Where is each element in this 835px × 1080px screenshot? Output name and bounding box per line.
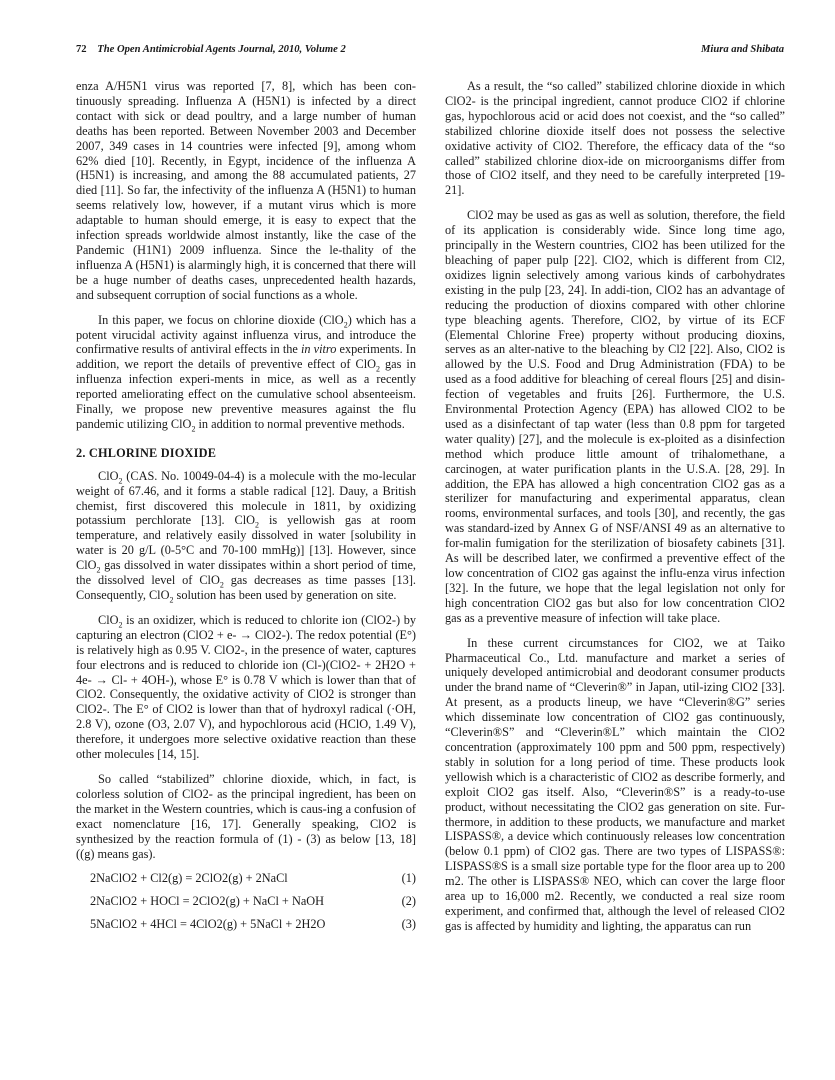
paragraph-so-called: As a result, the “so called” stabilized chlorine dioxide in which ClO2- is the principal ingredient, cannot produce ClO2 if chlorine gas, hypochlorous acid or acid does not coexist, and the “so called” stabilized chlorine dioxide itself does not possess the selective oxidative activity of ClO2. Therefore, the efficacy data of the “so called” stabilized chlorine diox-ide on microorganisms differ from those of ClO2 itself, and they need to be carefully interpreted [19-21]. [445,79,785,198]
paragraph-applications: ClO2 may be used as gas as well as solution, therefore, the field of its application is considerably wide. Since long time ago, principally in the Western countries, ClO2 has been utilized for the bleaching of paper pulp [22]. ClO2, which is different from Cl2, oxidizes lignin selectively among various kinds of carbohydrates existing in the pulp [23, 24]. In addi-tion, ClO2 has an advantage of reducing the production of dioxins compared with other chlorine type bleaching agents. Therefore, ClO2, by virtue of its ECF (Elemental Chlorine Free) property without producing dioxins, serves as an alter-native to the bleaching by Cl2 [22]. Also, ClO2 is allowed by the U.S. Food and Drug Administration (FDA) to be used as a food additive for bleaching of cereal flours [25] and disin-fection of vegetables and fruits [26]. Furthermore, the U.S. Environmental Protection Agency (EPA) has allowed ClO2 to be used as a disinfectant of tap water (less than 0.8 ppm for targeted water quality) [27], and the molecule is ex-ploited as a disinfection method which produce little amount of trihalomethane, a carcinogen, at water purification plants in the U.S.A. [28, 29]. In addition, the EPA has allowed a high concentration ClO2 gas as a sterilizer for manufacturing and experimental apparatus, clean rooms, environmental surfaces, and tools [30], and recently, the gas was standard-ized by Annex G of NSF/ANSI 49 as an alternative to for-malin fumigation for the sterilization of biosafety cabinets [31]. As will be described later, we confirmed a preventive effect of the low concentration of ClO2 gas against the influ-enza virus infection [32]. In the future, we hope that the legal legislation not only for high concentration ClO2 gas but also for low concentration ClO2 gas as a preventive measure of infection will take place. [445,208,785,625]
running-authors: Miura and Shibata [700,44,784,55]
page-header [76,44,784,60]
journal-title: The Open Antimicrobial Agents Journal, 2010, Volume 2 [97,44,346,55]
paragraph-stabilized: So called “stabilized” chlorine dioxide, which, in fact, is colorless solution of ClO2- as the principal ingredient, has been on the market in the Western countries, which is caus-ing a confusion of exact nomenclature [16, 17]. Generally speaking, ClO2 is synthesized by the reaction formula of (1) - (3) as below [13, 18] ((g) means gas). [76,771,416,861]
paragraph-products: In these current circumstances for ClO2, we at Taiko Pharmaceutical Co., Ltd. manufacture and market a series of uniquely developed antimicrobial and deodorant consumer products under the brand name of “Cleverin®” in Japan, util-izing ClO2 [33]. At present, as a products lineup, we have “Cleverin®G” series which disseminate low concentration of ClO2 gas continuously, “Cleverin®S” and “Cleverin®L” which maintain the ClO2 concentration (approximately 100 ppm and 500 ppm, respectively) stably in solution for a long period of time. These products look yellowish which is a characteristic of ClO2 as describe formerly, and exploit ClO2 gas itself. Also, “Cleverin®S” is a ready-to-use product, without necessitating the ClO2 gas generation on site. Fur-thermore, in addition to these products, we manufacture and market LISPASS®, a device which continuously releases low concentration (below 0.1 ppm) of ClO2 gas. There are two types of LISPASS®: LISPASS®S is a small size portable type for the floor area up to 200 m2. The other is LISPASS® NEO, which can cover the large floor area up to 16,000 m2. Recently, we conducted a real size room experiment, and confirmed that, although the level of released ClO2 gas is affected by humidity and lighting, the apparatus can run [445,635,785,933]
paragraph-h5n1: enza A/H5N1 virus was reported [7, 8], which has been con-tinuously spreading. Influenza A (H5N1) is infected by a direct contact with sick or dead poultry, and a large number of human deaths has been reported. Between November 2003 and December 2007, 349 cases in 14 countries were infected [9], among whom 62% died [10]. Recently, in Egypt, incidence of the influenza A (H5N1) is increasing, and among the 88 accumulated patients, 27 died [11]. So far, the infectivity of the influenza A (H5N1) to human seems relatively low, however, if a mutant virus which is more adaptable to human should emerge, it is easy to expect that the infection spreads worldwide almost instantly, like the case of the Pandemic (H1N1) 2009 influenza. Since the le-thality of the influenza A (H5N1) is alarmingly high, it is concerned that there will be a huge number of deaths cases, unprecedented health hazards, and subsequent corruption of social functions as a whole. [76,79,416,302]
paragraph-oxidizer: ClO$_2$ is an oxidizer, which is reduced to chlorite ion (ClO2-) by capturing an electron (ClO2 + e- → ClO2-). The redox potential (E°) is relatively high as 0.95 V. ClO2-, in the presence of water, captures four electrons and is reduced to chloride ion (Cl-)(ClO2- + 2H2O + 4e- → Cl- + 4OH-), whose E° is 0.78 V which is lower than that of ClO2. Consequently, the oxidative activity of ClO2 is stronger than ClO2-. The E° of ClO2 is lower than that of hydroxyl radical (·OH, 2.8 V), ozone (O3, 2.07 V), and hypochlorous acid (HClO, 1.49 V), therefore, it undergoes more selective oxidative reaction than these other molecules [14, 15]. [76,612,417,762]
paragraph-clo2-properties: ClO$_2$ (CAS. No. 10049-04-4) is a molecule with the mo-lecular weight of 67.46, and it forms a stable radical [12]. Dauy, a British chemist, first discovered this molecule in 1811, by oxidizing potassium perchlorate [13]. ClO$_2$ is yellowish gas at room temperature, and relatively easily dissolved in water [solubility in water is 20 g/L (0-5°C and 70-100 mmHg)] [13]. However, since ClO$_2$ gas dissolved in water dissipates within a short period of time, the dissolved level of ClO$_2$ gas decreases as time passes [13]. Consequently, ClO$_2$ solution has been used by generation on site. [76,468,416,605]
equation-1: 2NaClO2 + Cl2(g) = 2ClO2(g) + 2NaCl (1) [90,871,416,886]
equation-3: 5NaClO2 + 4HCl = 4ClO2(g) + 5NaCl + 2H2O (3) [90,917,416,932]
left-column [76,79,416,940]
page-number: 72 [76,44,87,55]
section-heading: 2. CHLORINE DIOXIDE [76,445,217,460]
paragraph-focus: In this paper, we focus on chlorine dioxide (ClO$_2$) which has a potent virucidal activity against influenza virus, and introduce the confirmative results of antiviral effects in the in vitro experiments. In addition, we report the details of preventive effect of ClO$_2$ gas in influenza infection experi-ments in mice, as well as a recently reported ameliorating effect on the cumulative school absenteeism. Finally, we propose new preventive measures against the flu pandemic utilizing ClO$_2$ in addition to normal preventive methods. [76,312,416,434]
equation-2: 2NaClO2 + HOCl = 2ClO2(g) + NaCl + NaOH (2) [90,894,416,909]
right-column [445,79,785,944]
